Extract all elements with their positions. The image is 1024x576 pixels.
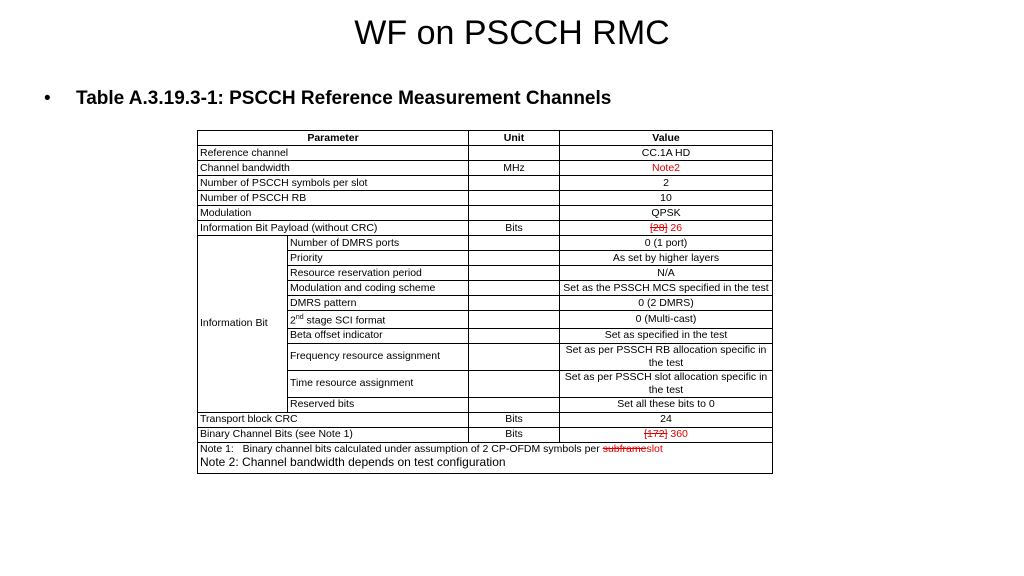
param-cell: Reference channel	[198, 146, 469, 161]
note-1	[200, 443, 770, 456]
sci-rest: stage SCI format	[303, 314, 386, 327]
new-value: 360	[667, 428, 688, 440]
sci-number: 2	[290, 314, 296, 327]
field-name: DMRS pattern	[288, 296, 469, 311]
unit-cell	[469, 191, 560, 206]
header-unit: Unit	[469, 131, 560, 146]
unit-cell	[469, 311, 560, 329]
struck-value: [28]	[649, 221, 668, 234]
table-row	[198, 427, 773, 442]
field-name: Reserved bits	[288, 397, 469, 412]
table-header-row	[198, 131, 773, 146]
new-value: 26	[667, 221, 683, 234]
table-row	[198, 161, 773, 176]
table-row	[198, 221, 773, 236]
note-1-new: slot	[646, 442, 663, 455]
value-cell: Note2	[560, 161, 773, 176]
value-cell: Set as per PSSCH RB allocation specific in the test	[560, 343, 773, 370]
table-row	[198, 191, 773, 206]
unit-cell	[469, 370, 560, 397]
slide-title: WF on PSCCH RMC	[354, 14, 670, 52]
table-row	[198, 236, 773, 251]
unit-cell: Bits	[469, 427, 560, 442]
param-cell: Information Bit Payload (without CRC)	[198, 221, 469, 236]
value-cell	[560, 221, 773, 236]
value-cell: N/A	[560, 266, 773, 281]
field-name: Time resource assignment	[288, 370, 469, 397]
unit-cell	[469, 296, 560, 311]
value-cell: QPSK	[560, 206, 773, 221]
unit-cell: Bits	[469, 412, 560, 427]
note-1-text: Note 1: Binary channel bits calculated under assumption of 2 CP-OFDM symbols per	[200, 442, 603, 455]
table-row	[198, 176, 773, 191]
field-name: Beta offset indicator	[288, 328, 469, 343]
unit-cell: Bits	[469, 221, 560, 236]
value-cell: Set all these bits to 0	[560, 397, 773, 412]
unit-cell	[469, 397, 560, 412]
unit-cell	[469, 206, 560, 221]
info-bit-label: Information Bit	[198, 236, 288, 413]
notes-row	[198, 442, 773, 473]
field-name: Modulation and coding scheme	[288, 281, 469, 296]
param-cell: Number of PSCCH symbols per slot	[198, 176, 469, 191]
unit-cell	[469, 176, 560, 191]
value-cell: 0 (1 port)	[560, 236, 773, 251]
pscch-rmc-table	[197, 130, 773, 474]
field-name	[288, 311, 469, 329]
unit-cell	[469, 266, 560, 281]
value-cell: Set as the PSSCH MCS specified in the test	[560, 281, 773, 296]
header-value: Value	[560, 131, 773, 146]
unit-cell	[469, 236, 560, 251]
value-cell: 2	[560, 176, 773, 191]
value-cell	[560, 427, 773, 442]
sci-ordinal: nd	[295, 314, 304, 321]
unit-cell	[469, 146, 560, 161]
value-cell: 10	[560, 191, 773, 206]
table-row	[198, 412, 773, 427]
unit-cell	[469, 328, 560, 343]
struck-value: [172]	[644, 428, 668, 440]
bullet-item	[44, 88, 611, 110]
bullet-dot-icon: •	[44, 88, 51, 109]
notes-cell	[198, 442, 773, 473]
header-parameter: Parameter	[198, 131, 469, 146]
value-cell: 0 (Multi-cast)	[560, 311, 773, 329]
value-cell: 24	[560, 412, 773, 427]
field-name: Resource reservation period	[288, 266, 469, 281]
note-2: Note 2: Channel bandwidth depends on test configuration	[200, 454, 506, 469]
param-cell: Number of PSCCH RB	[198, 191, 469, 206]
table-row	[198, 146, 773, 161]
param-cell: Binary Channel Bits (see Note 1)	[198, 427, 469, 442]
value-cell: 0 (2 DMRS)	[560, 296, 773, 311]
value-cell: As set by higher layers	[560, 251, 773, 266]
param-cell: Transport block CRC	[198, 412, 469, 427]
param-cell: Channel bandwidth	[198, 161, 469, 176]
value-cell: Set as per PSSCH slot allocation specific in the test	[560, 370, 773, 397]
unit-cell	[469, 343, 560, 370]
unit-cell	[469, 251, 560, 266]
note-1-struck: subframe	[602, 442, 647, 455]
table-row	[198, 206, 773, 221]
unit-cell: MHz	[469, 161, 560, 176]
field-name: Number of DMRS ports	[288, 236, 469, 251]
bullet-text: Table A.3.19.3-1: PSCCH Reference Measurement Channels	[76, 88, 612, 109]
field-name: Priority	[288, 251, 469, 266]
param-cell: Modulation	[198, 206, 469, 221]
value-cell: Set as specified in the test	[560, 328, 773, 343]
unit-cell	[469, 281, 560, 296]
field-name: Frequency resource assignment	[288, 343, 469, 370]
value-cell: CC.1A HD	[560, 146, 773, 161]
